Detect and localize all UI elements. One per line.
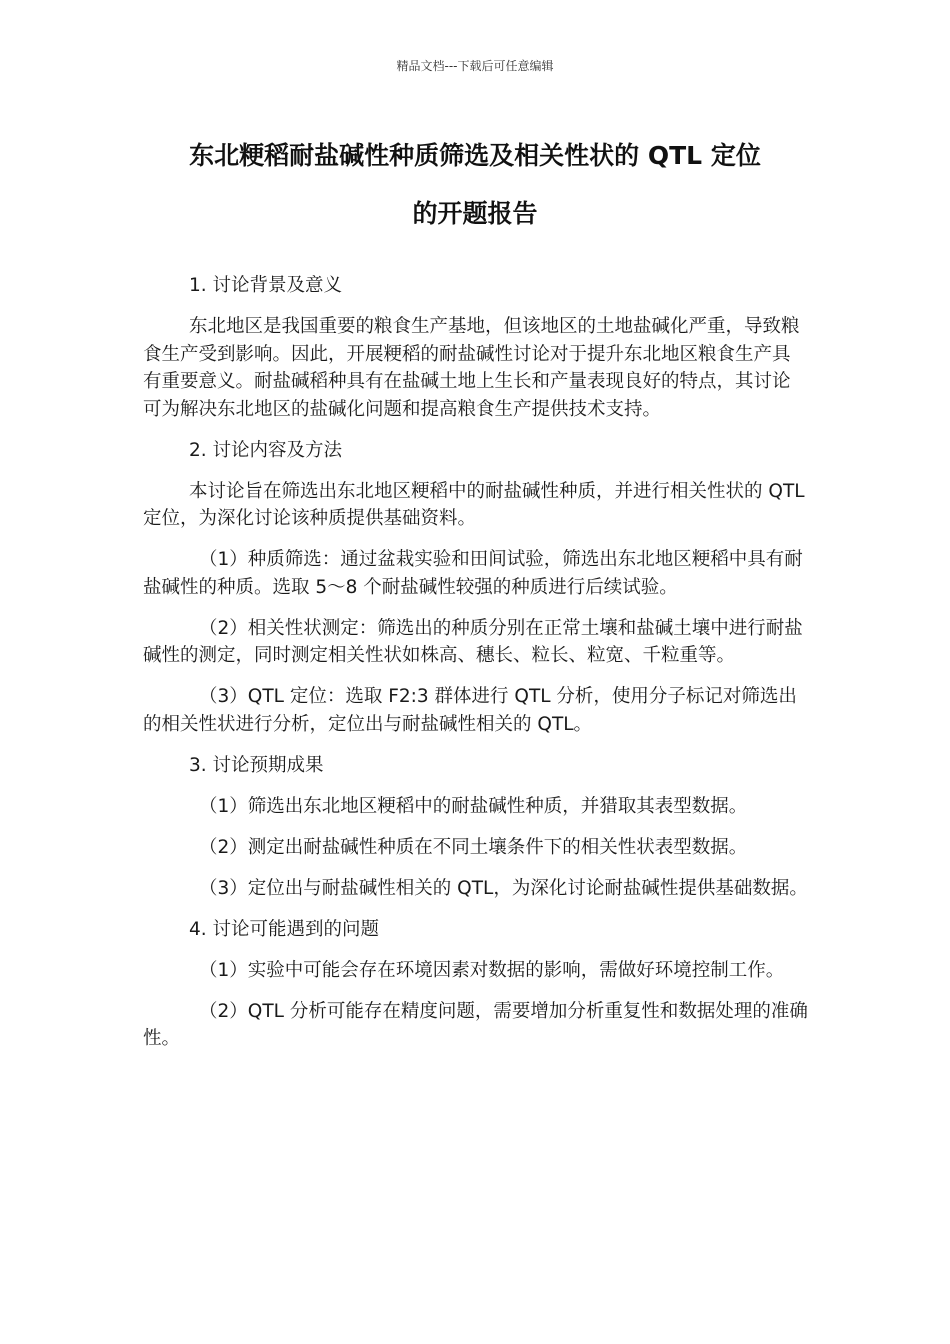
paragraph-content-intro: 本讨论旨在筛选出东北地区粳稻中的耐盐碱性种质，并进行相关性状的 QTL 定位，为深化讨论该种质提供基础资料。	[143, 480, 805, 529]
section-heading-expected-results: 3. 讨论预期成果	[189, 754, 324, 776]
document-body	[143, 272, 808, 1066]
section-heading-content-methods: 2. 讨论内容及方法	[189, 439, 343, 461]
list-item-result-2: （2）测定出耐盐碱性种质在不同土壤条件下的相关性状表型数据。	[199, 836, 748, 858]
list-item-qtl-mapping: （3）QTL 定位：选取 F2:3 群体进行 QTL 分析，使用分子标记对筛选出的相关性状进行分析，定位出与耐盐碱性相关的 QTL。	[143, 686, 797, 735]
list-item-problem-1: （1）实验中可能会存在环境因素对数据的影响，需做好环境控制工作。	[199, 959, 785, 981]
list-item-result-3: （3）定位出与耐盐碱性相关的 QTL，为深化讨论耐盐碱性提供基础数据。	[199, 877, 808, 899]
document-title-line-2: 的开题报告	[412, 199, 538, 228]
section-heading-possible-problems: 4. 讨论可能遇到的问题	[189, 918, 380, 940]
list-item-result-1: （1）筛选出东北地区粳稻中的耐盐碱性种质，并猎取其表型数据。	[199, 795, 748, 817]
header-note: 精品文档---下载后可任意编辑	[396, 59, 554, 73]
paragraph-background: 东北地区是我国重要的粮食生产基地，但该地区的土地盐碱化严重，导致粮食生产受到影响。因此，开展粳稻的耐盐碱性讨论对于提升东北地区粮食生产具有重要意义。耐盐碱稻种具有在盐碱土地上生长和产量表现良好的特点，其讨论可为解决东北地区的盐碱化问题和提高粮食生产提供技术支持。	[143, 316, 800, 420]
list-item-problem-2: （2）QTL 分析可能存在精度问题，需要增加分析重复性和数据处理的准确性。	[143, 1000, 808, 1049]
list-item-germplasm-screening: （1）种质筛选：通过盆栽实验和田间试验，筛选出东北地区粳稻中具有耐盐碱性的种质。选取 5～8 个耐盐碱性较强的种质进行后续试验。	[143, 549, 803, 598]
section-heading-background: 1. 讨论背景及意义	[189, 275, 343, 296]
list-item-trait-measurement: （2）相关性状测定：筛选出的种质分别在正常土壤和盐碱土壤中进行耐盐碱性的测定，同时测定相关性状如株高、穗长、粒长、粒宽、千粒重等。	[143, 617, 803, 666]
document-title-line-1: 东北粳稻耐盐碱性种质筛选及相关性状的 QTL 定位	[189, 141, 761, 170]
